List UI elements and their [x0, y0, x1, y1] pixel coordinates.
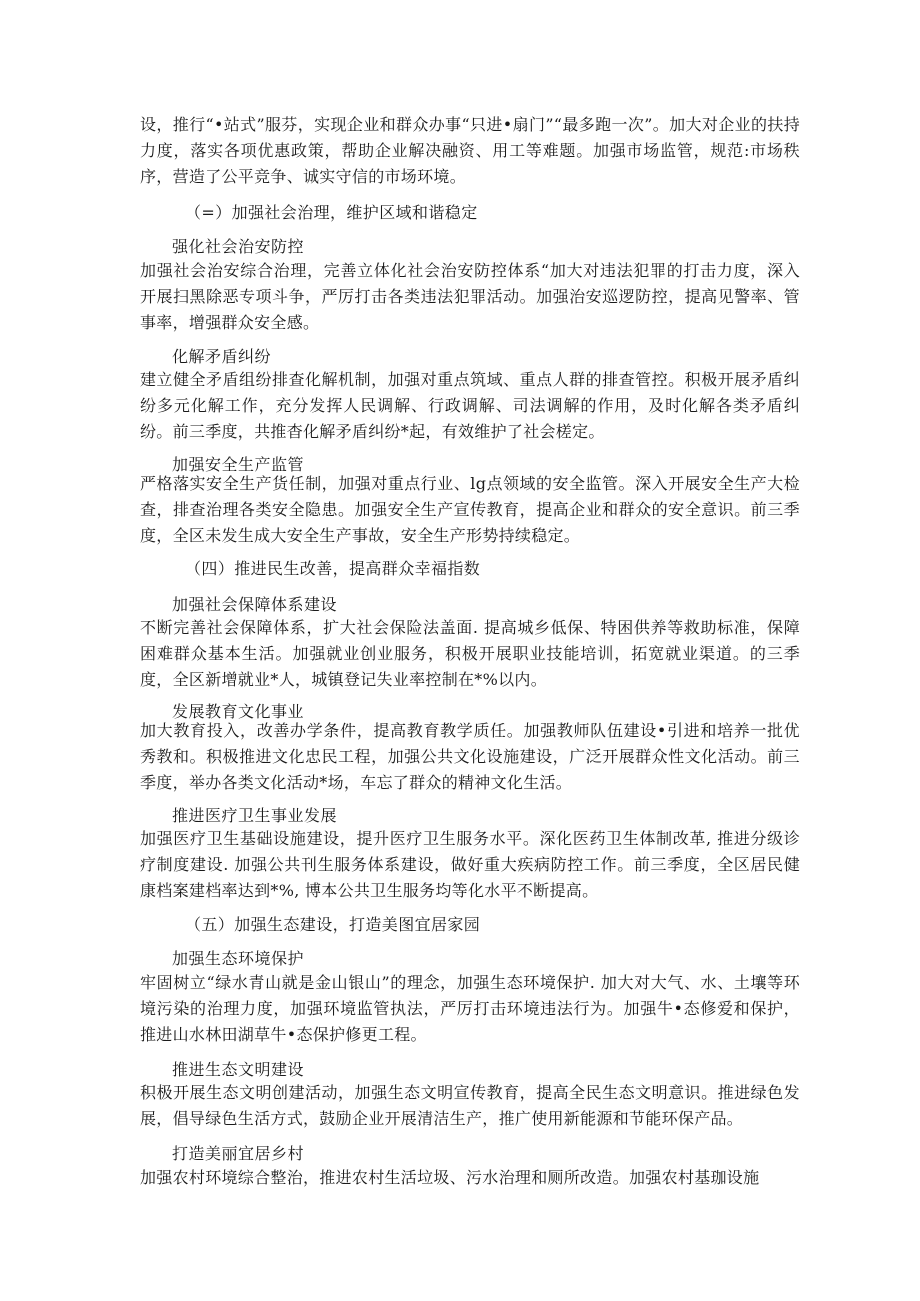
- paragraph-dispute-resolution: 建立健全矛盾组纷排查化解机制，加强对重点筑域、重点人群的排查管控。积极开展矛盾纠纷多元化解工作，充分发挥人民调解、行政调解、司法调解的作用，及时化解各类矛盾纠纷。前三季度，共推杳化解矛盾纠纷*起，有效维护了社会槎定。: [140, 370, 800, 441]
- section-heading-ecology: （五）加强生态建设，打造美图宜居家园: [185, 915, 481, 934]
- section-heading-social-governance: （=）加强社会治理，维护区域和谐稳定: [185, 203, 478, 222]
- paragraph-education-culture: 加大教育投入，改善办学条件，提高教育教学质任。加强教师队伍建设•引进和培养一批优秀教和。积极推进文化忠民工程，加强公共文化设施建设，广泛开展群众性文化活动。前三季度，举办各类文化活动*场，车忘了群众的精神文化生活。: [140, 721, 800, 792]
- paragraph-service-reform: 设，推行“•站式”服芬，实现企业和群众办事“只进•扇门”“最多跑一次”。加大对企业的扶持力度，落实各项优惠政策，帮助企业解决融资、用工等难题。加强市场监管，规范:市场秩序，营造了公平竞争、诚实守信的市场环境。: [140, 115, 800, 186]
- subheading-rural-livability: 打造美丽宜居乡村: [172, 1144, 305, 1163]
- paragraph-healthcare: 加强医疗卫生基础设施建设，提升医疗卫生服务水平。深化医药卫生体制改革, 推进分级诊疗制度建设. 加强公共刊生服务体系建设，做好重大疾病防控工作。前三季度，全区居民健康档案建档率达到*%, 博本公共卫生服务均等化水平不断提高。: [140, 829, 800, 900]
- subheading-eco-civilization: 推进生态文明建设: [172, 1060, 305, 1079]
- paragraph-work-safety: 严格落实安全生产货任制，加强对重点行业、lg点领域的安全监管。深入开展安全生产大检查，排查治理各类安全隐患。加强安全生产宣传教育，提高企业和群众的安全意识。前三季度，全区未发生成大安全生产事故，安全生产形势持续稳定。: [140, 474, 800, 545]
- subheading-social-security: 加强社会保障体系建设: [172, 595, 338, 614]
- subheading-dispute-resolution: 化解矛盾纠纷: [172, 347, 272, 366]
- subheading-education-culture: 发展教育文化事业: [172, 702, 305, 721]
- subheading-environment-protection: 加强生态环境保护: [172, 949, 305, 968]
- paragraph-social-security: 不断完善社会保障体系，扩大社会保险法盖面. 提高城乡低保、特困供养等救助标准，保障困难群众基本生活。加强就业创业服务，积极开展职业技能培训，拓宽就业渠道。的三季度，全区新增就业*人，城镇登记失业率控制在*%以内。: [140, 618, 800, 689]
- subheading-work-safety: 加强安全生产监管: [172, 455, 305, 474]
- subheading-healthcare: 推进医疗卫生事业发展: [172, 806, 338, 825]
- paragraph-eco-civilization: 积极开展生态文明创建活动，加强生态文明宣传教育，提高全民生态文明意识。推进绿色发展，倡导绿色生活方式，鼓励企业开展清洁生产，推广使用新能源和节能环保产品。: [140, 1083, 800, 1128]
- paragraph-environment-protection: 牢固树立“绿水青山就是金山银山”的理念，加强生态环境保护. 加大对大气、水、土壤等环境污染的治理力度，加强环境监管执法，严厉打击环境违法行为。加强牛•态修爱和保护，推进山水林田湖草牛•态保护修更工程。: [140, 973, 800, 1044]
- paragraph-rural-livability: 加强农村环境综合整治，推进农村生活垃圾、污水治理和厕所改造。加强农村基珈设施: [140, 1168, 760, 1187]
- subheading-public-security: 强化社会治安防控: [172, 237, 305, 256]
- paragraph-public-security: 加强社会治安综合治理，完善立体化社会治安防控体系“加大对违法犯罪的打击力度，深入开展扫黑除恶专项斗争，严厉打击各类违法犯罪活动。加强治安巡逻防控，提高见警率、管事率，增强群众安全感。: [140, 261, 800, 332]
- section-heading-livelihood: （四）推进民生改善，提高群众幸福指数: [185, 559, 481, 578]
